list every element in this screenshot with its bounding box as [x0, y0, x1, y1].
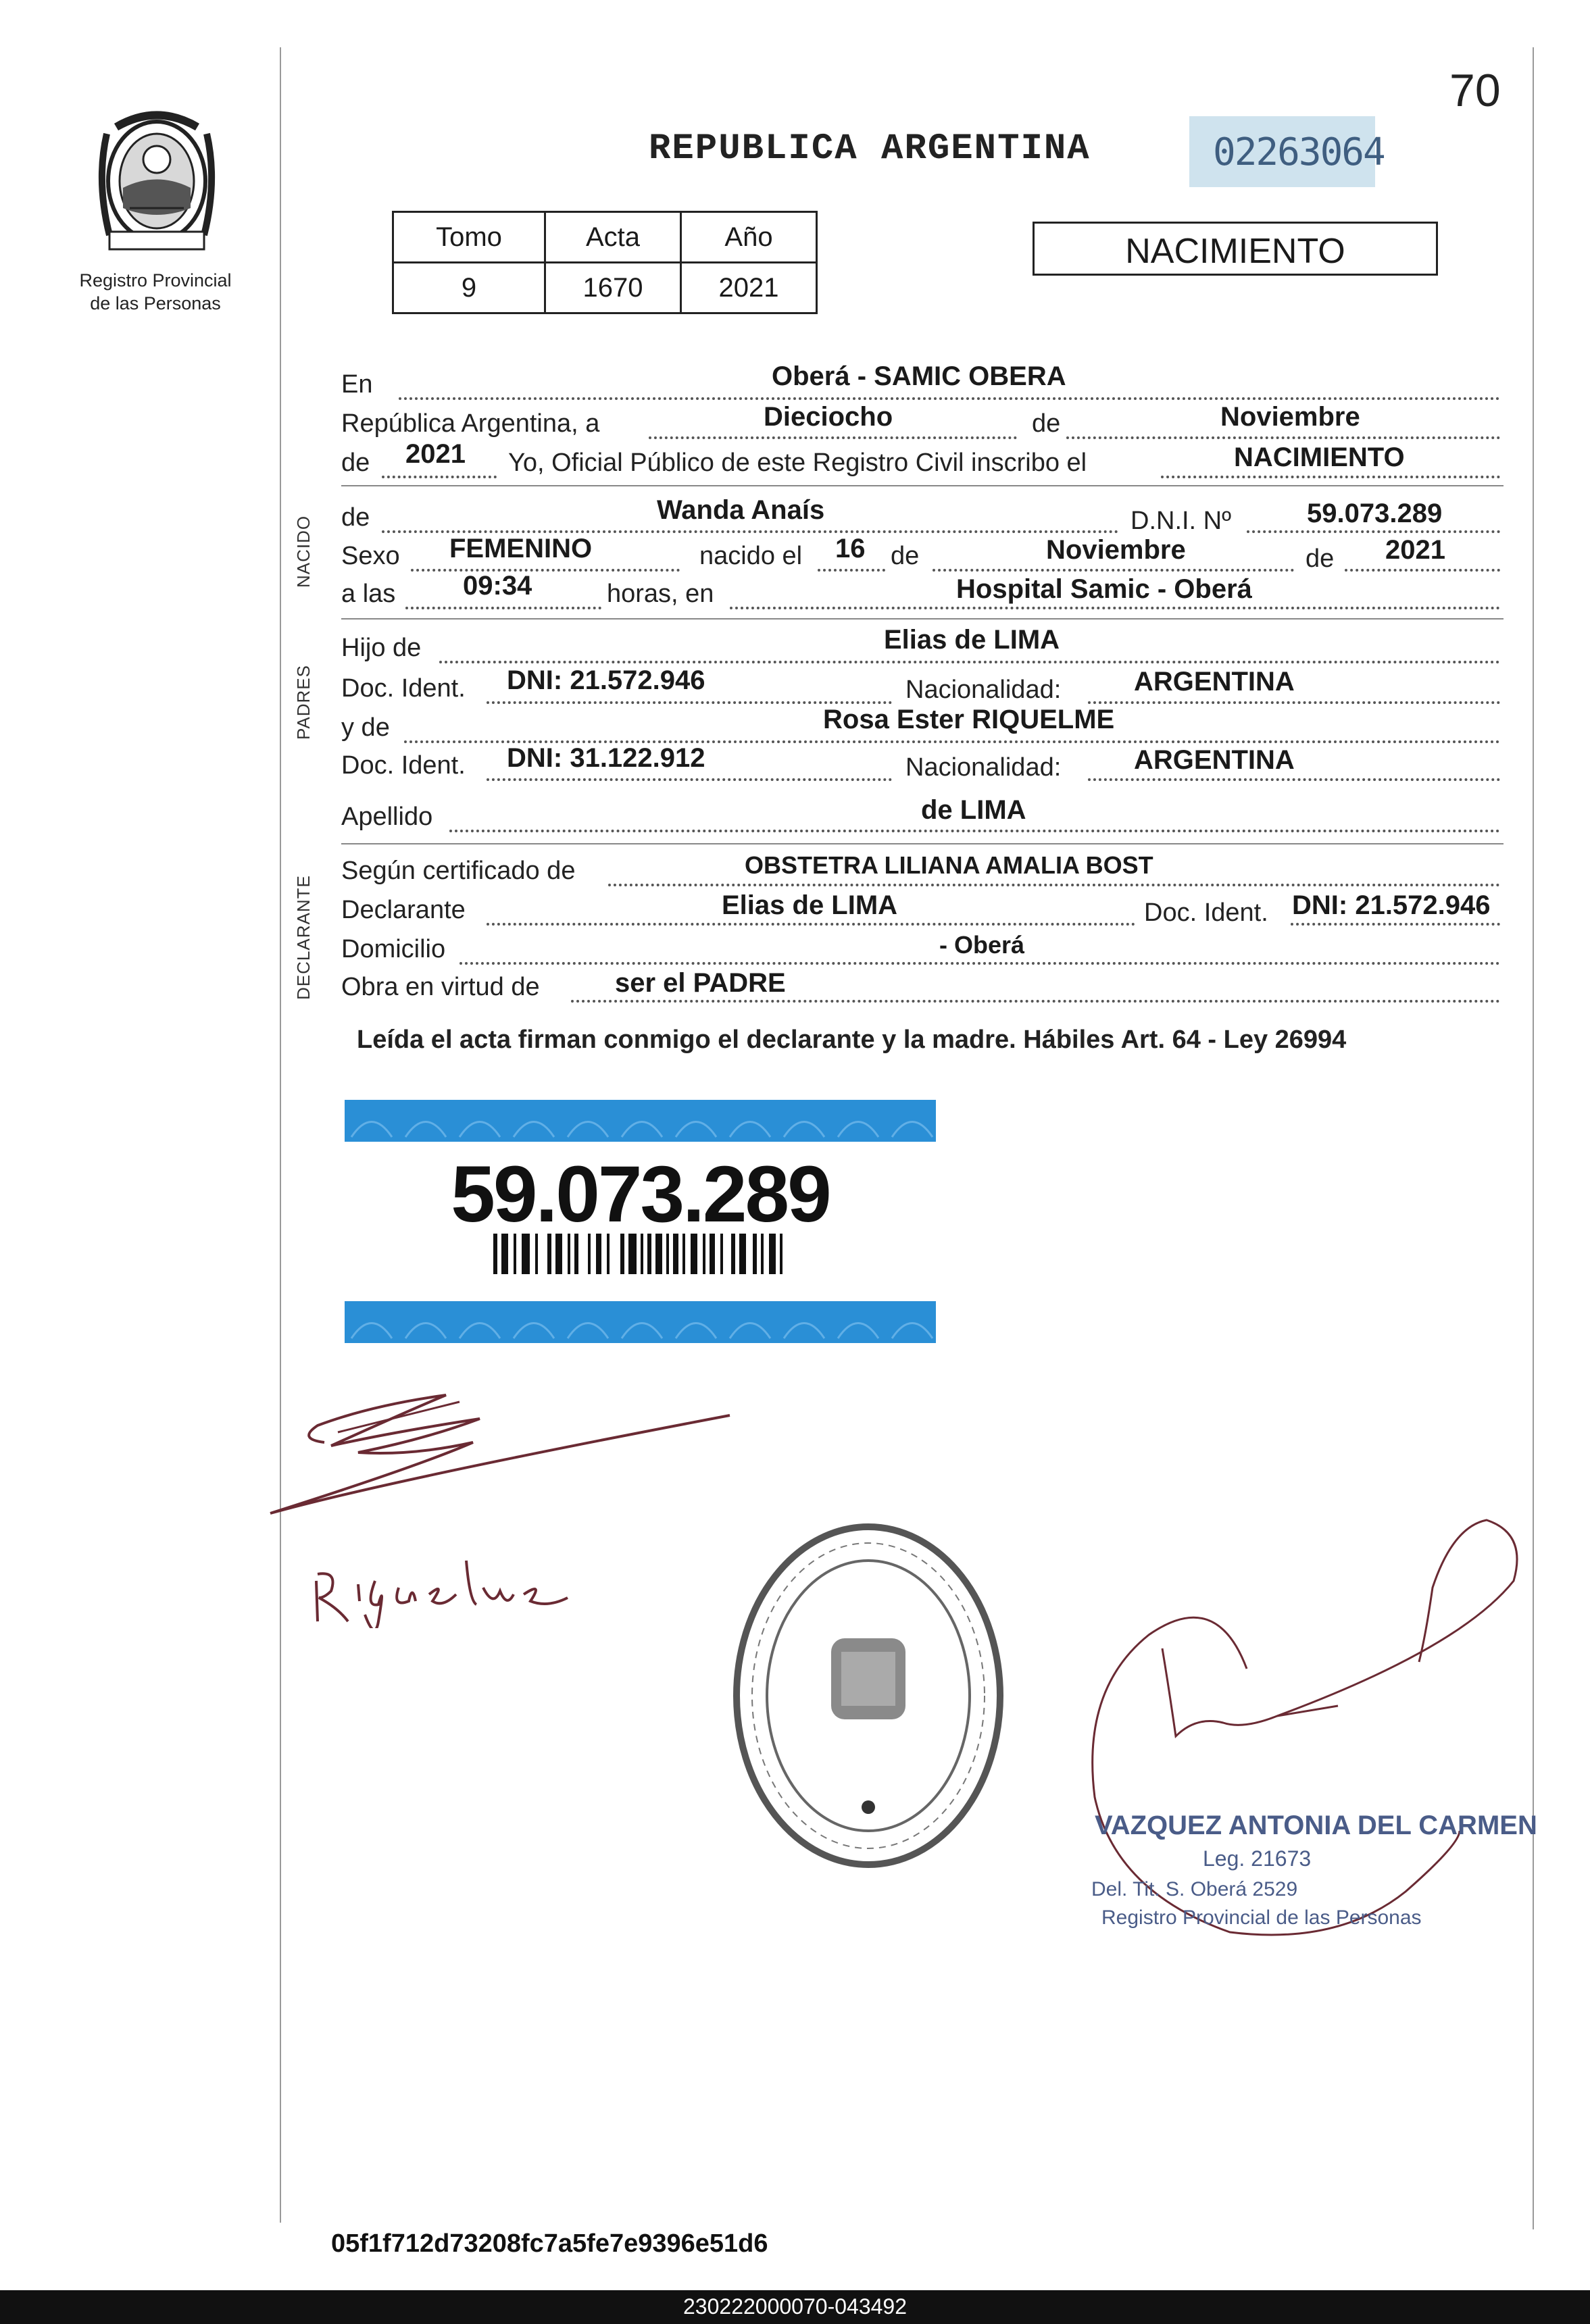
year-value: 2021: [405, 439, 466, 469]
label-horas-en: horas, en: [607, 580, 714, 608]
document-hash: 05f1f712d73208fc7a5fe7e9396e51d6: [331, 2229, 768, 2258]
dotted-line: [1066, 436, 1500, 439]
dotted-line: [1291, 923, 1500, 926]
mother-signature: [311, 1534, 595, 1628]
dni-sticker-top-band: [345, 1100, 936, 1142]
side-label-padres: PADRES: [293, 665, 314, 740]
page-number: 70: [1449, 65, 1501, 116]
dotted-line: [459, 962, 1500, 965]
label-en: En: [341, 370, 373, 399]
dotted-line: [411, 569, 680, 572]
dotted-line: [1247, 530, 1500, 533]
mother-doc-value: DNI: 31.122.912: [507, 743, 705, 773]
register-table-header-row: [393, 212, 817, 263]
certificate-by-value: OBSTETRA LILIANA AMALIA BOST: [745, 851, 1153, 879]
reading-note: Leída el acta firman conmigo el declarante y la madre. Hábiles Art. 64 - Ley 26994: [357, 1026, 1347, 1054]
official-stamp-line3: Del. Tit. S. Oberá 2529: [1091, 1878, 1298, 1900]
label-nacido-el: nacido el: [699, 542, 803, 570]
side-label-declarante: DECLARANTE: [293, 875, 314, 1000]
domicile-value: - Oberá: [939, 931, 1025, 959]
event-type-box: NACIMIENTO: [1033, 222, 1438, 276]
dni-sticker-bottom-band: [345, 1301, 936, 1343]
label-de-name: de: [341, 503, 370, 532]
label-obra-en-virtud: Obra en virtud de: [341, 973, 540, 1001]
acta-header: Acta: [545, 212, 681, 263]
dotted-line: [818, 569, 885, 572]
official-stamp-name: VAZQUEZ ANTONIA DEL CARMEN: [1095, 1811, 1537, 1840]
coat-of-arms-icon: [82, 107, 231, 262]
left-margin-line: [280, 47, 281, 2223]
day-words-value: Dieciocho: [764, 402, 893, 432]
child-name-value: Wanda Anaís: [657, 495, 825, 525]
register-table-value-row: [393, 263, 817, 313]
dotted-line: [399, 397, 1500, 400]
dotted-line: [487, 923, 1135, 926]
declarant-doc-value: DNI: 21.572.946: [1292, 890, 1491, 920]
anio-header: Año: [681, 212, 817, 263]
anio-value: 2021: [681, 263, 817, 313]
label-nacionalidad-1: Nacionalidad:: [905, 676, 1062, 704]
official-stamp-line4: Registro Provincial de las Personas: [1101, 1906, 1422, 1929]
dotted-line: [933, 569, 1294, 572]
dotted-line: [439, 661, 1500, 663]
tomo-header: Tomo: [393, 212, 545, 263]
acts-by-virtue-value: ser el PADRE: [615, 968, 786, 998]
label-y-de: y de: [341, 713, 390, 742]
dotted-line: [1088, 701, 1500, 704]
father-name-value: Elias de LIMA: [884, 625, 1060, 655]
label-dni: D.N.I. Nº: [1131, 507, 1231, 535]
act-type-value: NACIMIENTO: [1234, 443, 1405, 472]
label-de-year: de: [341, 449, 370, 477]
side-label-nacido: NACIDO: [293, 515, 314, 588]
declarant-value: Elias de LIMA: [722, 890, 898, 920]
register-name-line1: Registro Provincial: [79, 270, 232, 290]
label-de-month: de: [1032, 409, 1061, 438]
child-dni-value: 59.073.289: [1307, 499, 1443, 528]
label-nacionalidad-2: Nacionalidad:: [905, 753, 1062, 782]
dotted-line: [449, 830, 1500, 832]
label-a-las: a las: [341, 580, 396, 608]
section-divider: [341, 843, 1504, 844]
section-divider: [341, 618, 1504, 620]
label-declarante: Declarante: [341, 896, 466, 924]
father-doc-value: DNI: 21.572.946: [507, 665, 705, 695]
registry-seal-stamp: [726, 1517, 1010, 1875]
sex-value: FEMENINO: [449, 534, 593, 563]
birth-place-value: Hospital Samic - Oberá: [956, 574, 1252, 604]
label-de-birth-year: de: [1306, 545, 1335, 573]
birth-month-value: Noviembre: [1046, 535, 1186, 565]
footer-barcode-id: 230222000070-043492: [683, 2294, 907, 2319]
dotted-line: [487, 778, 892, 781]
acta-value: 1670: [545, 263, 681, 313]
dotted-line: [382, 476, 497, 478]
father-nationality-value: ARGENTINA: [1134, 667, 1295, 697]
dotted-line: [649, 436, 1017, 439]
dni-sticker-number: 59.073.289: [451, 1150, 830, 1239]
dotted-line: [1088, 778, 1500, 781]
label-apellido: Apellido: [341, 803, 433, 831]
section-divider: [341, 485, 1504, 486]
register-name-line2: de las Personas: [90, 293, 221, 313]
dotted-line: [405, 607, 601, 609]
surname-value: de LIMA: [921, 795, 1026, 825]
declarant-signature: [257, 1378, 743, 1527]
month-value: Noviembre: [1220, 402, 1360, 432]
birth-time-value: 09:34: [463, 571, 532, 601]
country-title: REPUBLICA ARGENTINA: [649, 128, 1091, 170]
dotted-line: [571, 1000, 1500, 1003]
mother-nationality-value: ARGENTINA: [1134, 745, 1295, 775]
label-doc-ident-decl: Doc. Ident.: [1144, 899, 1268, 927]
register-table: [392, 211, 818, 314]
label-hijo-de: Hijo de: [341, 634, 422, 662]
tomo-value: 9: [393, 263, 545, 313]
serial-number: 02263064: [1213, 130, 1385, 174]
dotted-line: [608, 884, 1500, 886]
dotted-line: [382, 530, 1118, 533]
dotted-line: [730, 607, 1500, 609]
label-doc-ident-1: Doc. Ident.: [341, 674, 466, 703]
mother-name-value: Rosa Ester RIQUELME: [823, 705, 1115, 734]
label-republica: República Argentina, a: [341, 409, 600, 438]
birth-year-value: 2021: [1385, 535, 1445, 565]
place-value: Oberá - SAMIC OBERA: [772, 361, 1066, 391]
label-de-birth-month: de: [891, 542, 920, 570]
dotted-line: [1161, 476, 1500, 478]
dotted-line: [1345, 569, 1500, 572]
label-sexo: Sexo: [341, 542, 400, 570]
label-oficial: Yo, Oficial Público de este Registro Civil inscribo el: [508, 449, 1087, 477]
official-stamp-line2: Leg. 21673: [1203, 1846, 1312, 1871]
label-domicilio: Domicilio: [341, 935, 446, 963]
label-doc-ident-2: Doc. Ident.: [341, 751, 466, 780]
label-segun-certificado: Según certificado de: [341, 857, 576, 885]
dotted-line: [487, 701, 892, 704]
birth-day-value: 16: [835, 534, 866, 563]
